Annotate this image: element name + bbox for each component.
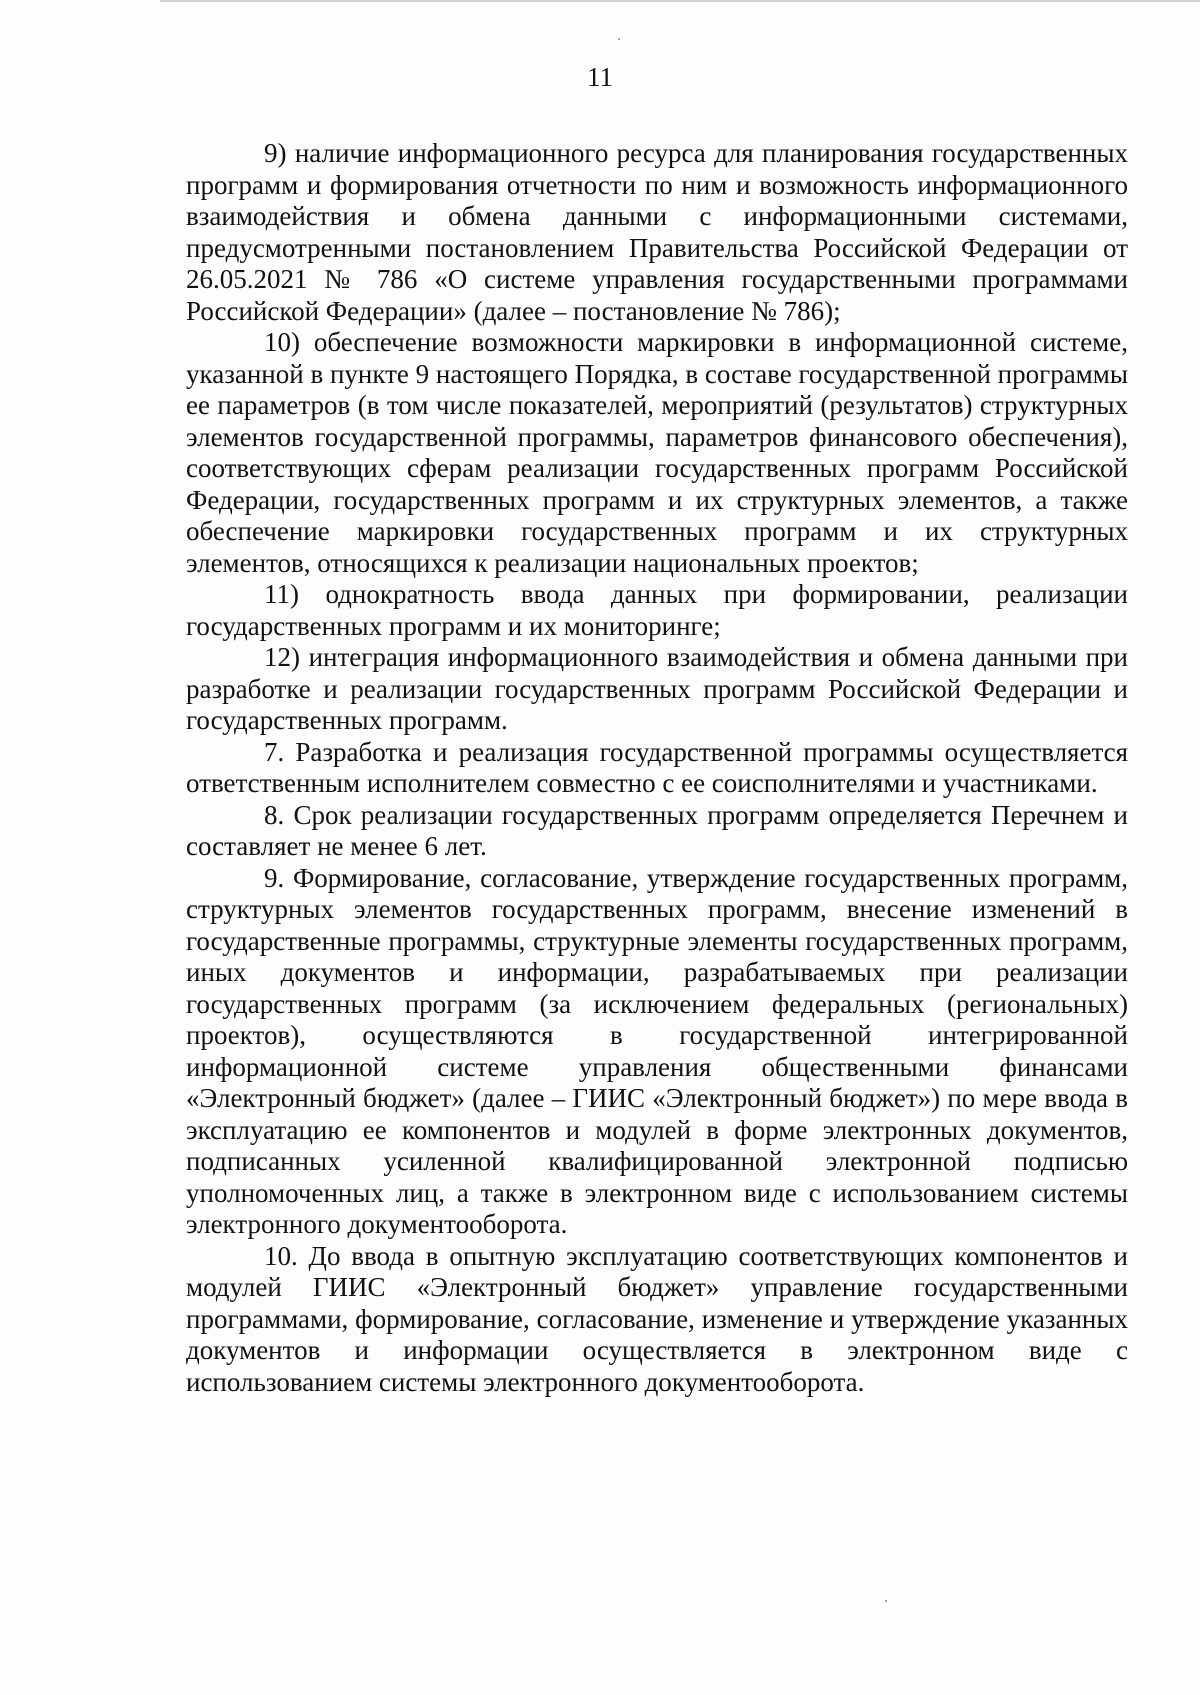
- paragraph-item-9: 9) наличие информационного ресурса для планирования государственных программ и формирования отчетности по ним и возможность информационного взаимодействия и обмена данными с информационными системами, предусмотренными постановлением Правительства Российской Федерации от 26.05.2021 № 786 «О системе управления государственными программами Российской Федерации» (далее – постановление № 786);: [186, 138, 1128, 326]
- scan-top-edge: [160, 0, 1200, 2]
- paragraph-item-12: 12) интеграция информационного взаимодействия и обмена данными при разработке и реализации государственных программ Российской Федерации и государственных программ.: [186, 642, 1128, 735]
- document-body: [186, 138, 1128, 1398]
- paragraph-item-11: 11) однократность ввода данных при формировании, реализации государственных программ и их мониторинге;: [186, 579, 1128, 641]
- paragraph-item-10: 10) обеспечение возможности маркировки в информационной системе, указанной в пункте 9 настоящего Порядка, в составе государственной программы ее параметров (в том числе показателей, мероприятий (результатов) структурных элементов государственной программы, параметров финансового обеспечения), соответствующих сферам реализации государственных программ Российской Федерации, государственных программ и их структурных элементов, а также обеспечение маркировки государственных программ и их структурных элементов, относящихся к реализации национальных проектов;: [186, 327, 1128, 578]
- paragraph-section-8: 8. Срок реализации государственных программ определяется Перечнем и составляет не менее 6 лет.: [186, 799, 1128, 861]
- scan-speck: [885, 1600, 887, 1602]
- paragraph-section-7: 7. Разработка и реализация государственной программы осуществляется ответственным исполнителем совместно с ее соисполнителями и участниками.: [186, 736, 1128, 798]
- page-number: 11: [587, 62, 613, 92]
- scan-speck: [618, 38, 620, 40]
- paragraph-section-9: 9. Формирование, согласование, утверждение государственных программ, структурных элементов государственных программ, внесение изменений в государственные программы, структурные элементы государственных программ, иных документов и информации, разрабатываемых при реализации государственных программ (за исключением федеральных (региональных) проектов), осуществляются в государственной интегрированной информационной системе управления общественными финансами «Электронный бюджет» (далее – ГИИС «Электронный бюджет») по мере ввода в эксплуатацию ее компонентов и модулей в форме электронных документов, подписанных усиленной квалифицированной электронной подписью уполномоченных лиц, а также в электронном виде с использованием системы электронного документооборота.: [186, 862, 1128, 1239]
- paragraph-section-10: 10. До ввода в опытную эксплуатацию соответствующих компонентов и модулей ГИИС «Электронный бюджет» управление государственными программами, формирование, согласование, изменение и утверждение указанных документов и информации осуществляется в электронном виде с использованием системы электронного документооборота.: [186, 1240, 1128, 1397]
